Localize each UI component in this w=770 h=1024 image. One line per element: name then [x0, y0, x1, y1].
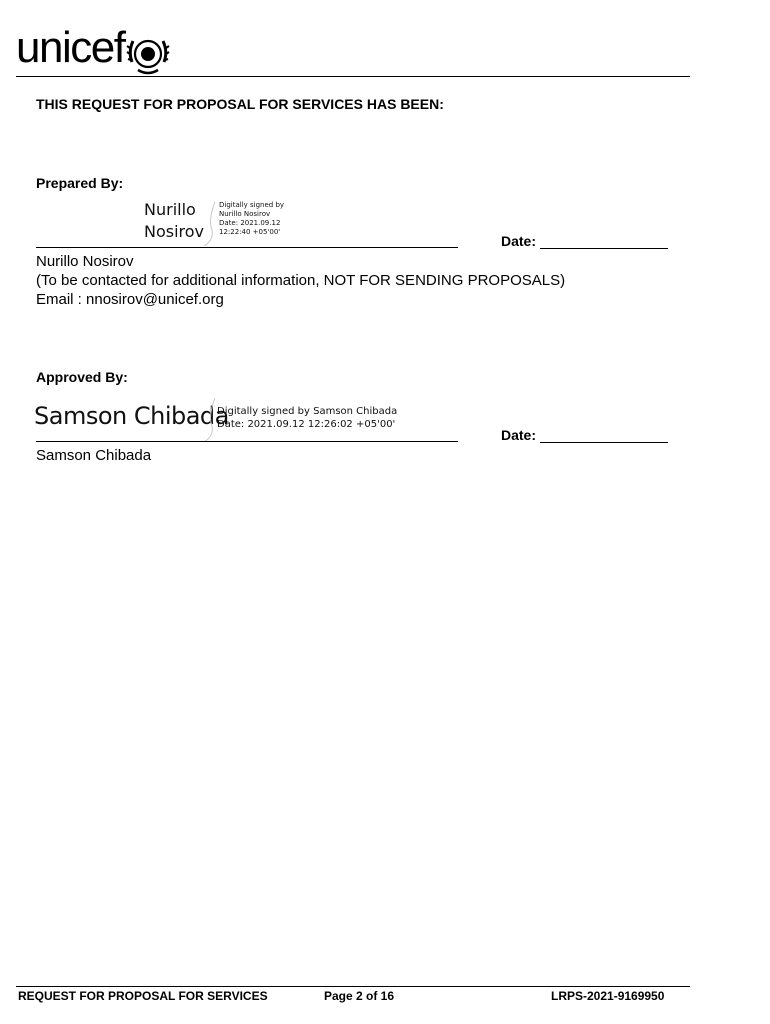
prepared-signature-meta [219, 201, 284, 237]
prepared-details [36, 252, 565, 309]
signature-swish-icon [200, 200, 220, 248]
signature-first-name: Nurillo [144, 200, 196, 219]
approved-date-label: Date: [501, 427, 537, 443]
prepared-date-label: Date: [501, 233, 537, 249]
footer-document-title: REQUEST FOR PROPOSAL FOR SERVICES [18, 989, 268, 1003]
approved-name: Samson Chibada [36, 447, 152, 464]
prepared-date-field [501, 233, 668, 249]
prepared-email: Email : nnosirov@unicef.org [36, 291, 224, 308]
header-divider [16, 76, 690, 77]
signature-last-name: Nosirov [144, 222, 205, 241]
approved-date-line [540, 428, 668, 443]
signature-meta-line: Digitally signed by Samson Chibada [217, 406, 398, 417]
signature-meta-line: 12:22:40 +05'00' [219, 228, 281, 236]
footer-divider [16, 986, 690, 987]
prepared-note: (To be contacted for additional information, NOT FOR SENDING PROPOSALS) [36, 272, 566, 289]
approved-by-label: Approved By: [36, 369, 128, 385]
approved-signature-line [36, 441, 458, 442]
signature-meta-line: Nurillo Nosirov [219, 210, 271, 218]
approved-date-field [501, 427, 668, 443]
prepared-signature-name [144, 199, 204, 243]
unicef-logo-text: unicef [16, 23, 125, 72]
prepared-name: Nurillo Nosirov [36, 253, 134, 270]
signature-meta-line: Date: 2021.09.12 12:26:02 +05'00' [217, 419, 396, 430]
signature-meta-line: Digitally signed by [219, 201, 285, 209]
unicef-emblem-icon [124, 32, 172, 76]
footer-reference-number: LRPS-2021-9169950 [551, 989, 665, 1003]
signature-meta-line: Date: 2021.09.12 [219, 219, 281, 227]
prepared-by-label: Prepared By: [36, 175, 124, 191]
prepared-date-line [540, 234, 668, 249]
footer-page-number: Page 2 of 16 [324, 989, 395, 1003]
approved-signature-meta [217, 405, 397, 431]
page-heading: THIS REQUEST FOR PROPOSAL FOR SERVICES HAS BEEN: [36, 96, 444, 112]
prepared-signature-line [36, 247, 458, 248]
approved-signature-name: Samson Chibada [34, 402, 229, 430]
